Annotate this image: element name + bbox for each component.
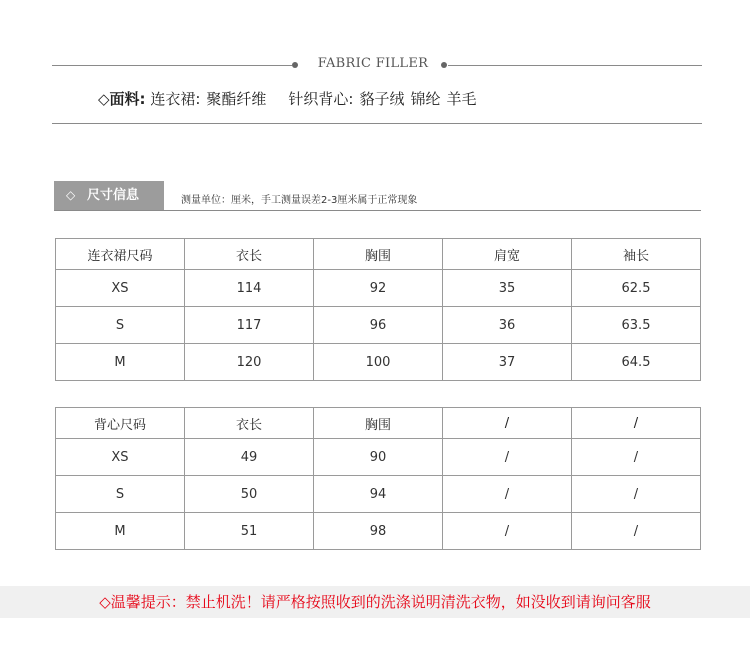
table-row bbox=[56, 270, 701, 307]
header-cell: 衣长 bbox=[185, 239, 314, 270]
material-label: ◇面料: bbox=[98, 90, 146, 108]
measurement-note: 测量单位：厘米，手工测量误差2-3厘米属于正常现象 bbox=[181, 195, 418, 206]
dress-material-label: 连衣裙: bbox=[150, 90, 201, 108]
size-cell: M bbox=[56, 344, 185, 381]
table-cell: 114 bbox=[185, 270, 314, 307]
size-cell: XS bbox=[56, 439, 185, 476]
size-cell: S bbox=[56, 476, 185, 513]
header-cell: / bbox=[572, 408, 701, 439]
table-cell: / bbox=[572, 476, 701, 513]
header-cell: 连衣裙尺码 bbox=[56, 239, 185, 270]
table-cell: 96 bbox=[314, 307, 443, 344]
header-cell: 衣长 bbox=[185, 408, 314, 439]
table-header-row bbox=[56, 408, 701, 439]
header-cell: / bbox=[443, 408, 572, 439]
vest-material-value: 貉子绒 bbox=[359, 90, 405, 108]
table-cell: 64.5 bbox=[572, 344, 701, 381]
table-cell: 63.5 bbox=[572, 307, 701, 344]
table-cell: 92 bbox=[314, 270, 443, 307]
size-info-section bbox=[54, 181, 701, 211]
vest-material-label: 针织背心: bbox=[288, 90, 354, 108]
section-divider bbox=[52, 123, 702, 124]
fabric-header bbox=[52, 50, 702, 80]
table-cell: / bbox=[443, 476, 572, 513]
vest-material-value: 羊毛 bbox=[446, 90, 477, 108]
table-row bbox=[56, 344, 701, 381]
diamond-icon: ◇ bbox=[66, 188, 76, 202]
vest-size-table bbox=[55, 407, 701, 550]
material-info bbox=[98, 88, 477, 110]
header-cell: 胸围 bbox=[314, 239, 443, 270]
size-cell: XS bbox=[56, 270, 185, 307]
table-cell: 117 bbox=[185, 307, 314, 344]
table-cell: 50 bbox=[185, 476, 314, 513]
header-cell: 背心尺码 bbox=[56, 408, 185, 439]
table-cell: 100 bbox=[314, 344, 443, 381]
table-cell: 98 bbox=[314, 513, 443, 550]
header-rule-left bbox=[52, 65, 292, 66]
table-cell: 94 bbox=[314, 476, 443, 513]
table-header-row bbox=[56, 239, 701, 270]
dress-material-value: 聚酯纤维 bbox=[206, 90, 267, 108]
size-info-badge bbox=[54, 181, 164, 210]
section-underline bbox=[54, 210, 701, 211]
warning-text: ◇温馨提示：禁止机洗！请严格按照收到的洗涤说明清洗衣物，如没收到请询问客服 bbox=[99, 593, 651, 611]
table-cell: 62.5 bbox=[572, 270, 701, 307]
size-cell: S bbox=[56, 307, 185, 344]
header-cell: 肩宽 bbox=[443, 239, 572, 270]
table-row bbox=[56, 439, 701, 476]
washing-warning-banner bbox=[0, 586, 750, 618]
table-cell: 90 bbox=[314, 439, 443, 476]
table-row bbox=[56, 307, 701, 344]
header-cell: 胸围 bbox=[314, 408, 443, 439]
table-cell: 51 bbox=[185, 513, 314, 550]
table-cell: 49 bbox=[185, 439, 314, 476]
table-row bbox=[56, 513, 701, 550]
table-cell: / bbox=[572, 439, 701, 476]
table-cell: 120 bbox=[185, 344, 314, 381]
table-cell: 35 bbox=[443, 270, 572, 307]
header-rule-right bbox=[448, 65, 702, 66]
table-cell: / bbox=[443, 513, 572, 550]
vest-material-value: 锦纶 bbox=[410, 90, 441, 108]
header-dot-left bbox=[292, 62, 298, 68]
table-cell: 37 bbox=[443, 344, 572, 381]
size-cell: M bbox=[56, 513, 185, 550]
fabric-filler-title: FABRIC FILLER bbox=[317, 56, 429, 71]
header-cell: 袖长 bbox=[572, 239, 701, 270]
header-dot-right bbox=[441, 62, 447, 68]
table-row bbox=[56, 476, 701, 513]
table-cell: 36 bbox=[443, 307, 572, 344]
size-info-title: 尺寸信息 bbox=[87, 188, 140, 203]
table-cell: / bbox=[443, 439, 572, 476]
table-cell: / bbox=[572, 513, 701, 550]
dress-size-table bbox=[55, 238, 701, 381]
